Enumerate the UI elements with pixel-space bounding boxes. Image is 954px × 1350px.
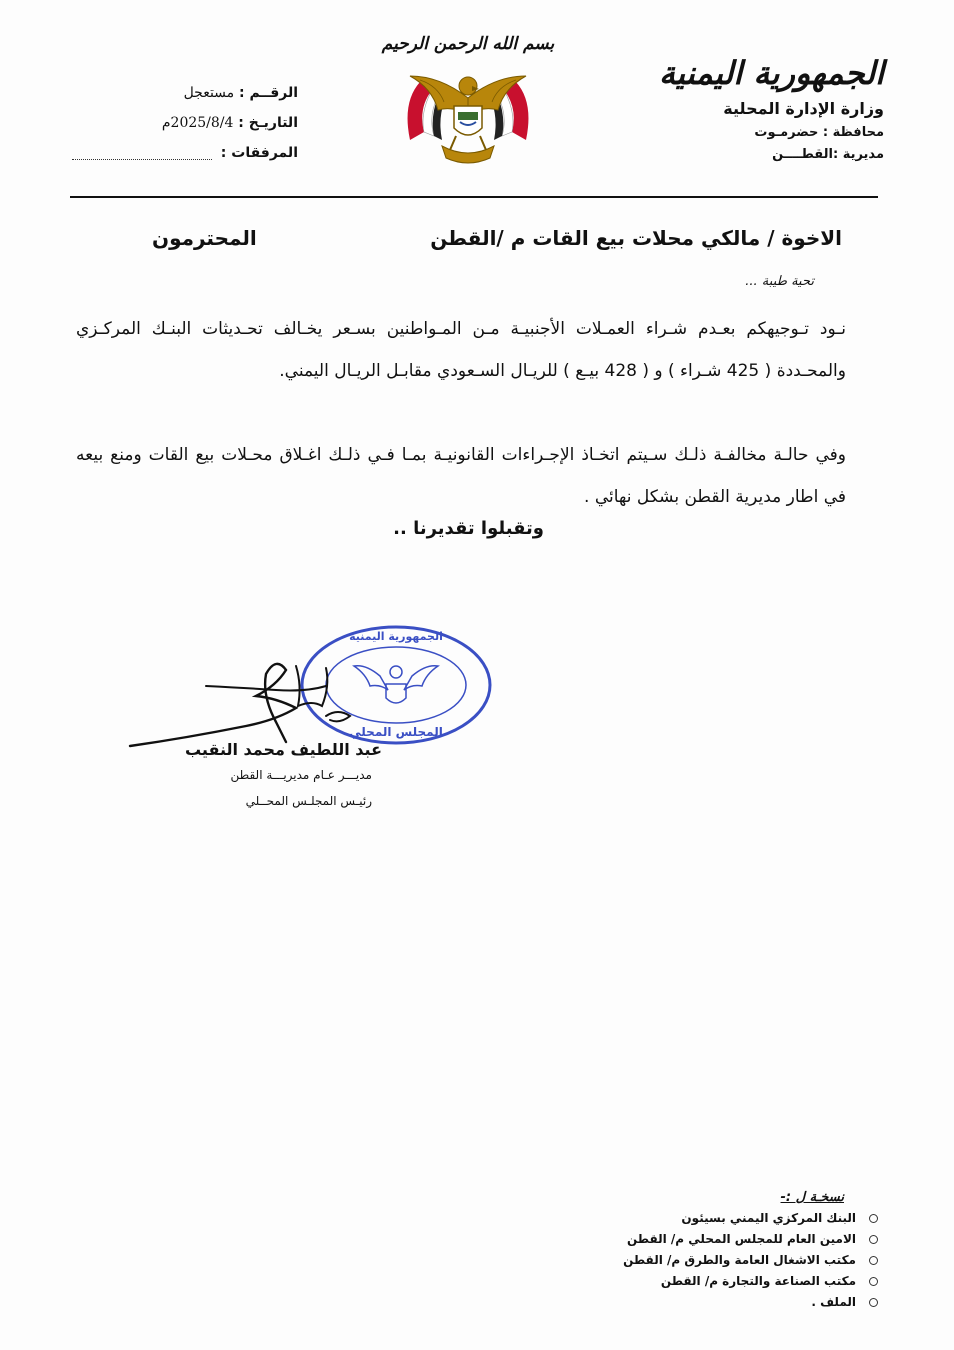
body-paragraph-1: نـود تـوجيهكم بعـدم شـراء العمـلات الأجنبيـة مـن المـواطنين بسـعر يخـالف تحـديثات البنـك المركـزي والمحـددة ( 425 شـراء ) و ( 428 بيـع ) للريـال السـعودي مقابـل الريـال اليمني. <box>76 319 846 381</box>
circle-bullet-icon <box>869 1256 878 1265</box>
stamp-bottom-text: المجلس المحلي <box>349 725 443 739</box>
cc-list <box>596 1188 856 1313</box>
circle-bullet-icon <box>869 1235 878 1244</box>
signer-name: عبد اللطيف محمد النقيب <box>184 740 382 759</box>
cc-item: الامين العام للمجلس المحلي م/ القطن <box>596 1229 856 1250</box>
closing-line: وتقبلوا تقديرنا .. <box>393 518 544 539</box>
signer-title-2: رئيـس المجلـس المحــلي <box>245 794 372 808</box>
date-label: التاريـخ : <box>238 115 298 131</box>
header-divider <box>70 196 878 198</box>
signer-block <box>150 738 382 814</box>
signer-title-1: مديـــر عـام مديريـــة القطن <box>230 768 372 782</box>
attachments-dotted-line <box>72 146 212 160</box>
circle-bullet-icon <box>869 1277 878 1286</box>
stamp-top-text: الجمهورية اليمنية <box>349 630 443 643</box>
attachments-row <box>70 138 298 168</box>
republic-title: الجمهورية اليمنية <box>659 54 884 92</box>
cc-item: البنك المركزي اليمني بسيئون <box>596 1208 856 1229</box>
addressee-line: الاخوة / مالكي محلات بيع القات م /القطن <box>430 226 842 250</box>
cc-heading: نسخـة ل :- <box>780 1190 844 1205</box>
cc-item: مكتب الصناعة والتجارة م/ القطن <box>596 1271 856 1292</box>
reference-label: الرقــم : <box>239 85 298 101</box>
letterhead-issuer <box>584 50 884 166</box>
reference-value: مستعجل <box>183 85 235 101</box>
basmala-text: بسم الله الرحمن الرحيم <box>381 34 555 54</box>
body-paragraph-2: وفي حالـة مخالفـة ذلـك سـيتم اتخـاذ الإجـراءات القانونيـة بمـا فـي ذلـك اغـلاق محـلات بيع القات ومنع بيعه في اطار مديرية القطن بشكل نهائي . <box>76 445 846 507</box>
cc-item: مكتب الاشغال العامة والطرق م/ القطن <box>596 1250 856 1271</box>
letterhead-emblem-block <box>352 28 584 174</box>
circle-bullet-icon <box>869 1298 878 1307</box>
reference-row <box>70 78 298 108</box>
governorate-line: محافظة : حضرمـوت <box>754 125 884 140</box>
greeting-line: تحية طيبة ... <box>745 274 814 289</box>
district-line: مديرية :القطــــن <box>772 147 884 162</box>
cc-item: الملف . <box>596 1292 856 1313</box>
ministry-name: وزارة الإدارة المحلية <box>723 99 884 118</box>
letter-meta <box>70 78 298 168</box>
respected-word: المحترمون <box>152 226 257 250</box>
circle-bullet-icon <box>869 1214 878 1223</box>
date-value: 2025/8/4م <box>161 115 234 131</box>
date-row <box>70 108 298 138</box>
yemen-eagle-emblem-icon <box>380 62 556 174</box>
attachments-label: المرفقات : <box>220 145 298 161</box>
